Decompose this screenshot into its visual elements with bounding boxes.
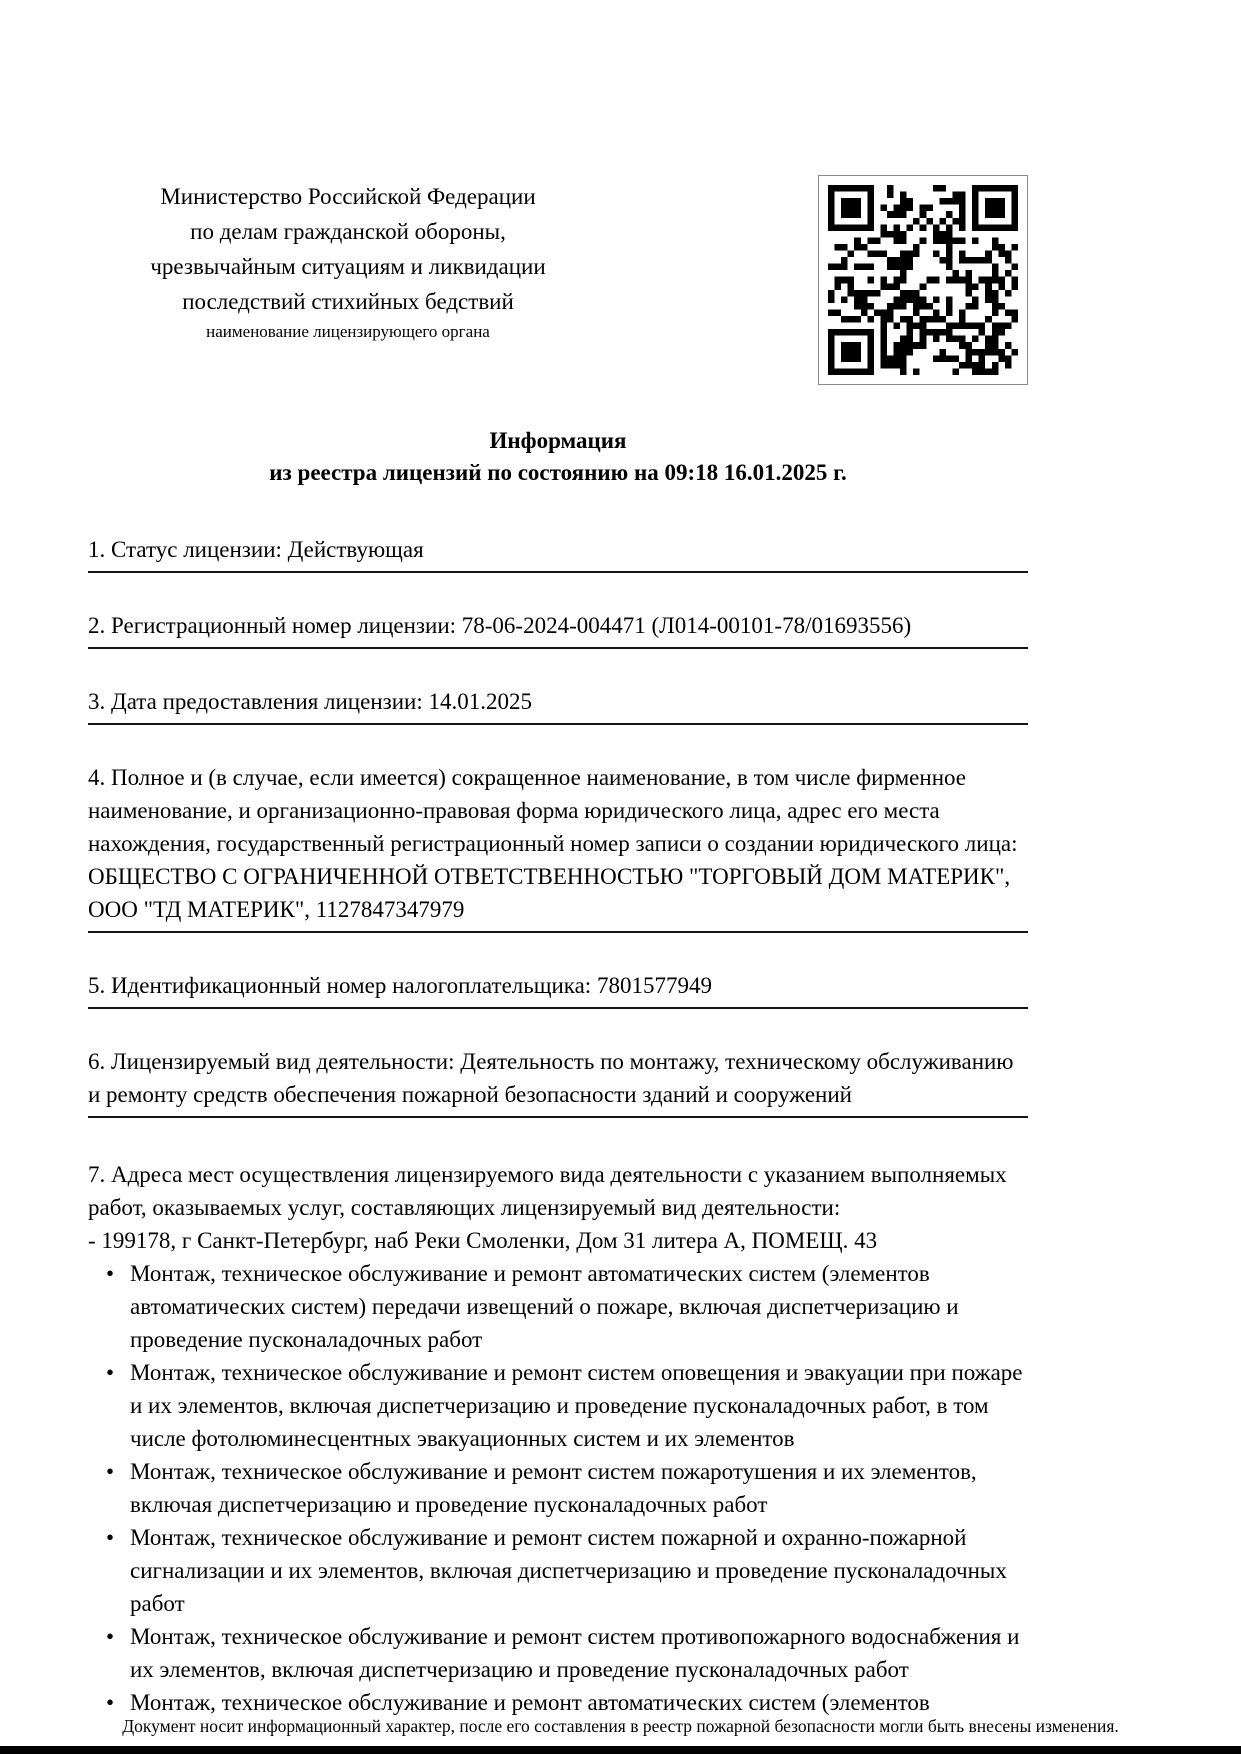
addresses-intro: 7. Адреса мест осуществления лицензируемого вида деятельности с указанием выполняемых работ, оказываемых услуг, составляющих лицензируемый вид деятельности: <box>88 1162 1007 1220</box>
list-item <box>88 1455 1028 1521</box>
list-item <box>88 1620 1028 1686</box>
field-grant-date: 3. Дата предоставления лицензии: 14.01.2025 <box>88 685 1028 725</box>
work-type-text: Монтаж, техническое обслуживание и ремонт автоматических систем (элементов <box>130 1690 930 1715</box>
bullet-icon: • <box>106 1525 115 1550</box>
address-line: - 199178, г Санкт-Петербург, наб Реки Смоленки, Дом 31 литера А, ПОМЕЩ. 43 <box>88 1228 878 1253</box>
bullet-icon: • <box>106 1261 115 1286</box>
bullet-icon: • <box>106 1690 115 1715</box>
document-content <box>88 0 1028 1719</box>
bullet-icon: • <box>106 1459 115 1484</box>
document-title-line1: Информация <box>489 428 627 453</box>
bullet-icon: • <box>106 1624 115 1649</box>
bottom-window-edge <box>0 1746 1241 1754</box>
field-registration-number: 2. Регистрационный номер лицензии: 78-06-2024-004471 (Л014-00101-78/01693556) <box>88 609 1028 649</box>
document-title <box>88 425 1028 489</box>
ministry-caption: наименование лицензирующего органа <box>206 322 490 341</box>
ministry-line: чрезвычайным ситуациям и ликвидации <box>150 254 546 279</box>
work-type-text: Монтаж, техническое обслуживание и ремонт систем противопожарного водоснабжения и их элементов, включая диспетчеризацию и проведение пусконаладочных работ <box>130 1624 1020 1682</box>
licensing-authority-block <box>88 175 608 343</box>
footer-disclaimer: Документ носит информационный характер, после его составления в реестр пожарной безопасности могли быть внесены изменения. <box>122 1716 1119 1736</box>
list-item <box>88 1521 1028 1620</box>
ministry-line: по делам гражданской обороны, <box>190 219 506 244</box>
field-legal-entity-name: 4. Полное и (в случае, если имеется) сокращенное наименование, в том числе фирменное наименование, и организационно-правовая форма юридического лица, адрес его места нахождения, государственный регистрационный номер записи о создании юридического лица: ОБЩЕСТВО С ОГРАНИЧЕННОЙ ОТВЕТСТВЕННОСТЬЮ "ТОРГОВЫЙ ДОМ МАТЕРИК", ООО "ТД МАТЕРИК", 1127847347979 <box>88 761 1028 933</box>
bullet-icon: • <box>106 1360 115 1385</box>
field-licensed-activity: 6. Лицензируемый вид деятельности: Деятельность по монтажу, техническому обслуживанию и ремонту средств обеспечения пожарной безопасности зданий и сооружений <box>88 1045 1028 1118</box>
work-type-text: Монтаж, техническое обслуживание и ремонт систем оповещения и эвакуации при пожаре и их элементов, включая диспетчеризацию и проведение пусконаладочных работ, в том числе фотолюминесцентных эвакуационных систем и их элементов <box>130 1360 1023 1451</box>
qr-code-image <box>828 185 1018 375</box>
qr-code <box>818 175 1028 385</box>
field-license-status: 1. Статус лицензии: Действующая <box>88 533 1028 573</box>
field-taxpayer-id: 5. Идентификационный номер налогоплательщика: 7801577949 <box>88 969 1028 1009</box>
work-types-list <box>88 1257 1028 1719</box>
work-type-text: Монтаж, техническое обслуживание и ремонт систем пожарной и охранно-пожарной сигнализации и их элементов, включая диспетчеризацию и проведение пусконаладочных работ <box>130 1525 1007 1616</box>
ministry-line: последствий стихийных бедствий <box>182 289 514 314</box>
addresses-section <box>88 1158 1028 1719</box>
list-item <box>88 1356 1028 1455</box>
list-item <box>88 1257 1028 1356</box>
document-title-line2: из реестра лицензий по состоянию на 09:18 16.01.2025 г. <box>269 460 847 485</box>
document-header <box>88 0 1028 385</box>
ministry-line: Министерство Российской Федерации <box>160 184 536 209</box>
work-type-text: Монтаж, техническое обслуживание и ремонт систем пожаротушения и их элементов, включая диспетчеризацию и проведение пусконаладочных работ <box>130 1459 977 1517</box>
work-type-text: Монтаж, техническое обслуживание и ремонт автоматических систем (элементов автоматических систем) передачи извещений о пожаре, включая диспетчеризацию и проведение пусконаладочных работ <box>130 1261 959 1352</box>
